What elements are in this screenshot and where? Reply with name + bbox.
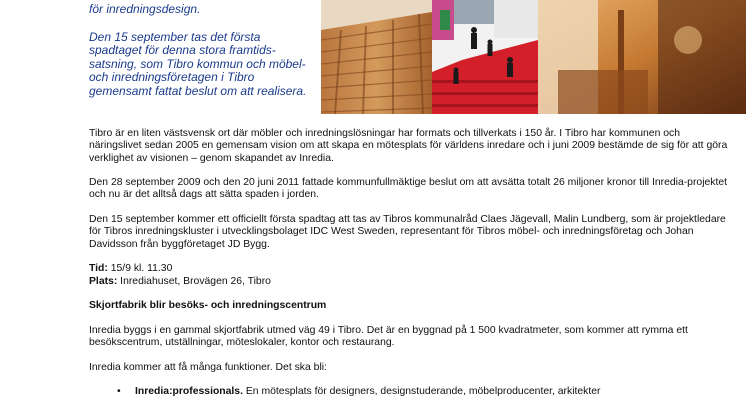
bullet-icon: • — [117, 386, 121, 398]
event-details — [89, 263, 729, 288]
place-value: Inrediahuset, Brovägen 26, Tibro — [117, 275, 271, 287]
article-body — [89, 128, 729, 399]
paragraph-ceremony: Den 15 september kommer ett officiellt första spadtag att tas av Tibros kommunalråd Claes Jägevall, Malin Lundberg, som är projektledare för Tibros inredningskluster i utvecklingsbolaget IDC West Sweden, representant för Tibros möbel- och inredningsföretag och Johan Davidsson från byggföretaget JD Bygg. — [89, 214, 726, 250]
photo-collage — [321, 0, 746, 114]
time-value: 15/9 kl. 11.30 — [107, 263, 173, 275]
intro-line-top: för inredningsdesign. — [89, 2, 201, 16]
section-heading: Skjortfabrik blir besöks- och inredningscentrum — [89, 300, 327, 312]
wood-interior-photo — [321, 0, 432, 114]
functions-list — [89, 386, 729, 398]
paragraph-decision: Den 28 september 2009 och den 20 juni 2011 fattade kommunfullmäktige beslut om att avsätta totalt 26 miljoner kronor till Inredia-projektet och nu är det alltså dags att sätta spaden i jorden. — [89, 177, 728, 201]
paragraph-functions: Inredia kommer att få många funktioner. Det ska bli: — [89, 361, 327, 373]
intro-text — [89, 3, 314, 99]
list-item — [89, 386, 729, 398]
bullet-text: En mötesplats för designers, designstuderande, möbelproducenter, arkitekter — [242, 386, 601, 398]
time-label: Tid: — [89, 263, 108, 275]
paragraph-building: Inredia byggs i en gammal skjortfabrik utmed väg 49 i Tibro. Det är en byggnad på 1 500 kvadratmeter, som kommer att rymma ett besökscentrum, utställningar, möteslokaler, kontor och restaurang. — [89, 324, 688, 349]
warm-interior-photo — [538, 0, 746, 114]
red-stairs-photo — [432, 0, 538, 114]
place-label: Plats: — [89, 275, 118, 287]
intro-paragraph: Den 15 september tas det första spadtaget för denna stora framtids-satsning, som Tibro kommun och möbel- och inredningsföretagen i Tibro gemensamt fattat beslut om att realisera. — [89, 29, 307, 98]
bullet-label: Inredia:professionals. — [135, 386, 243, 398]
paragraph-history: Tibro är en liten västsvensk ort där möbler och inredningslösningar har formats och tillverkats i 150 år. I Tibro har kommunen och näringslivet sedan 2005 en gemensam vision om att skapa en mötesplats för världens inredare och i juni 2009 bestämde de sig för att göra verklighet av visionen – genom skapandet av Inredia. — [89, 128, 728, 164]
